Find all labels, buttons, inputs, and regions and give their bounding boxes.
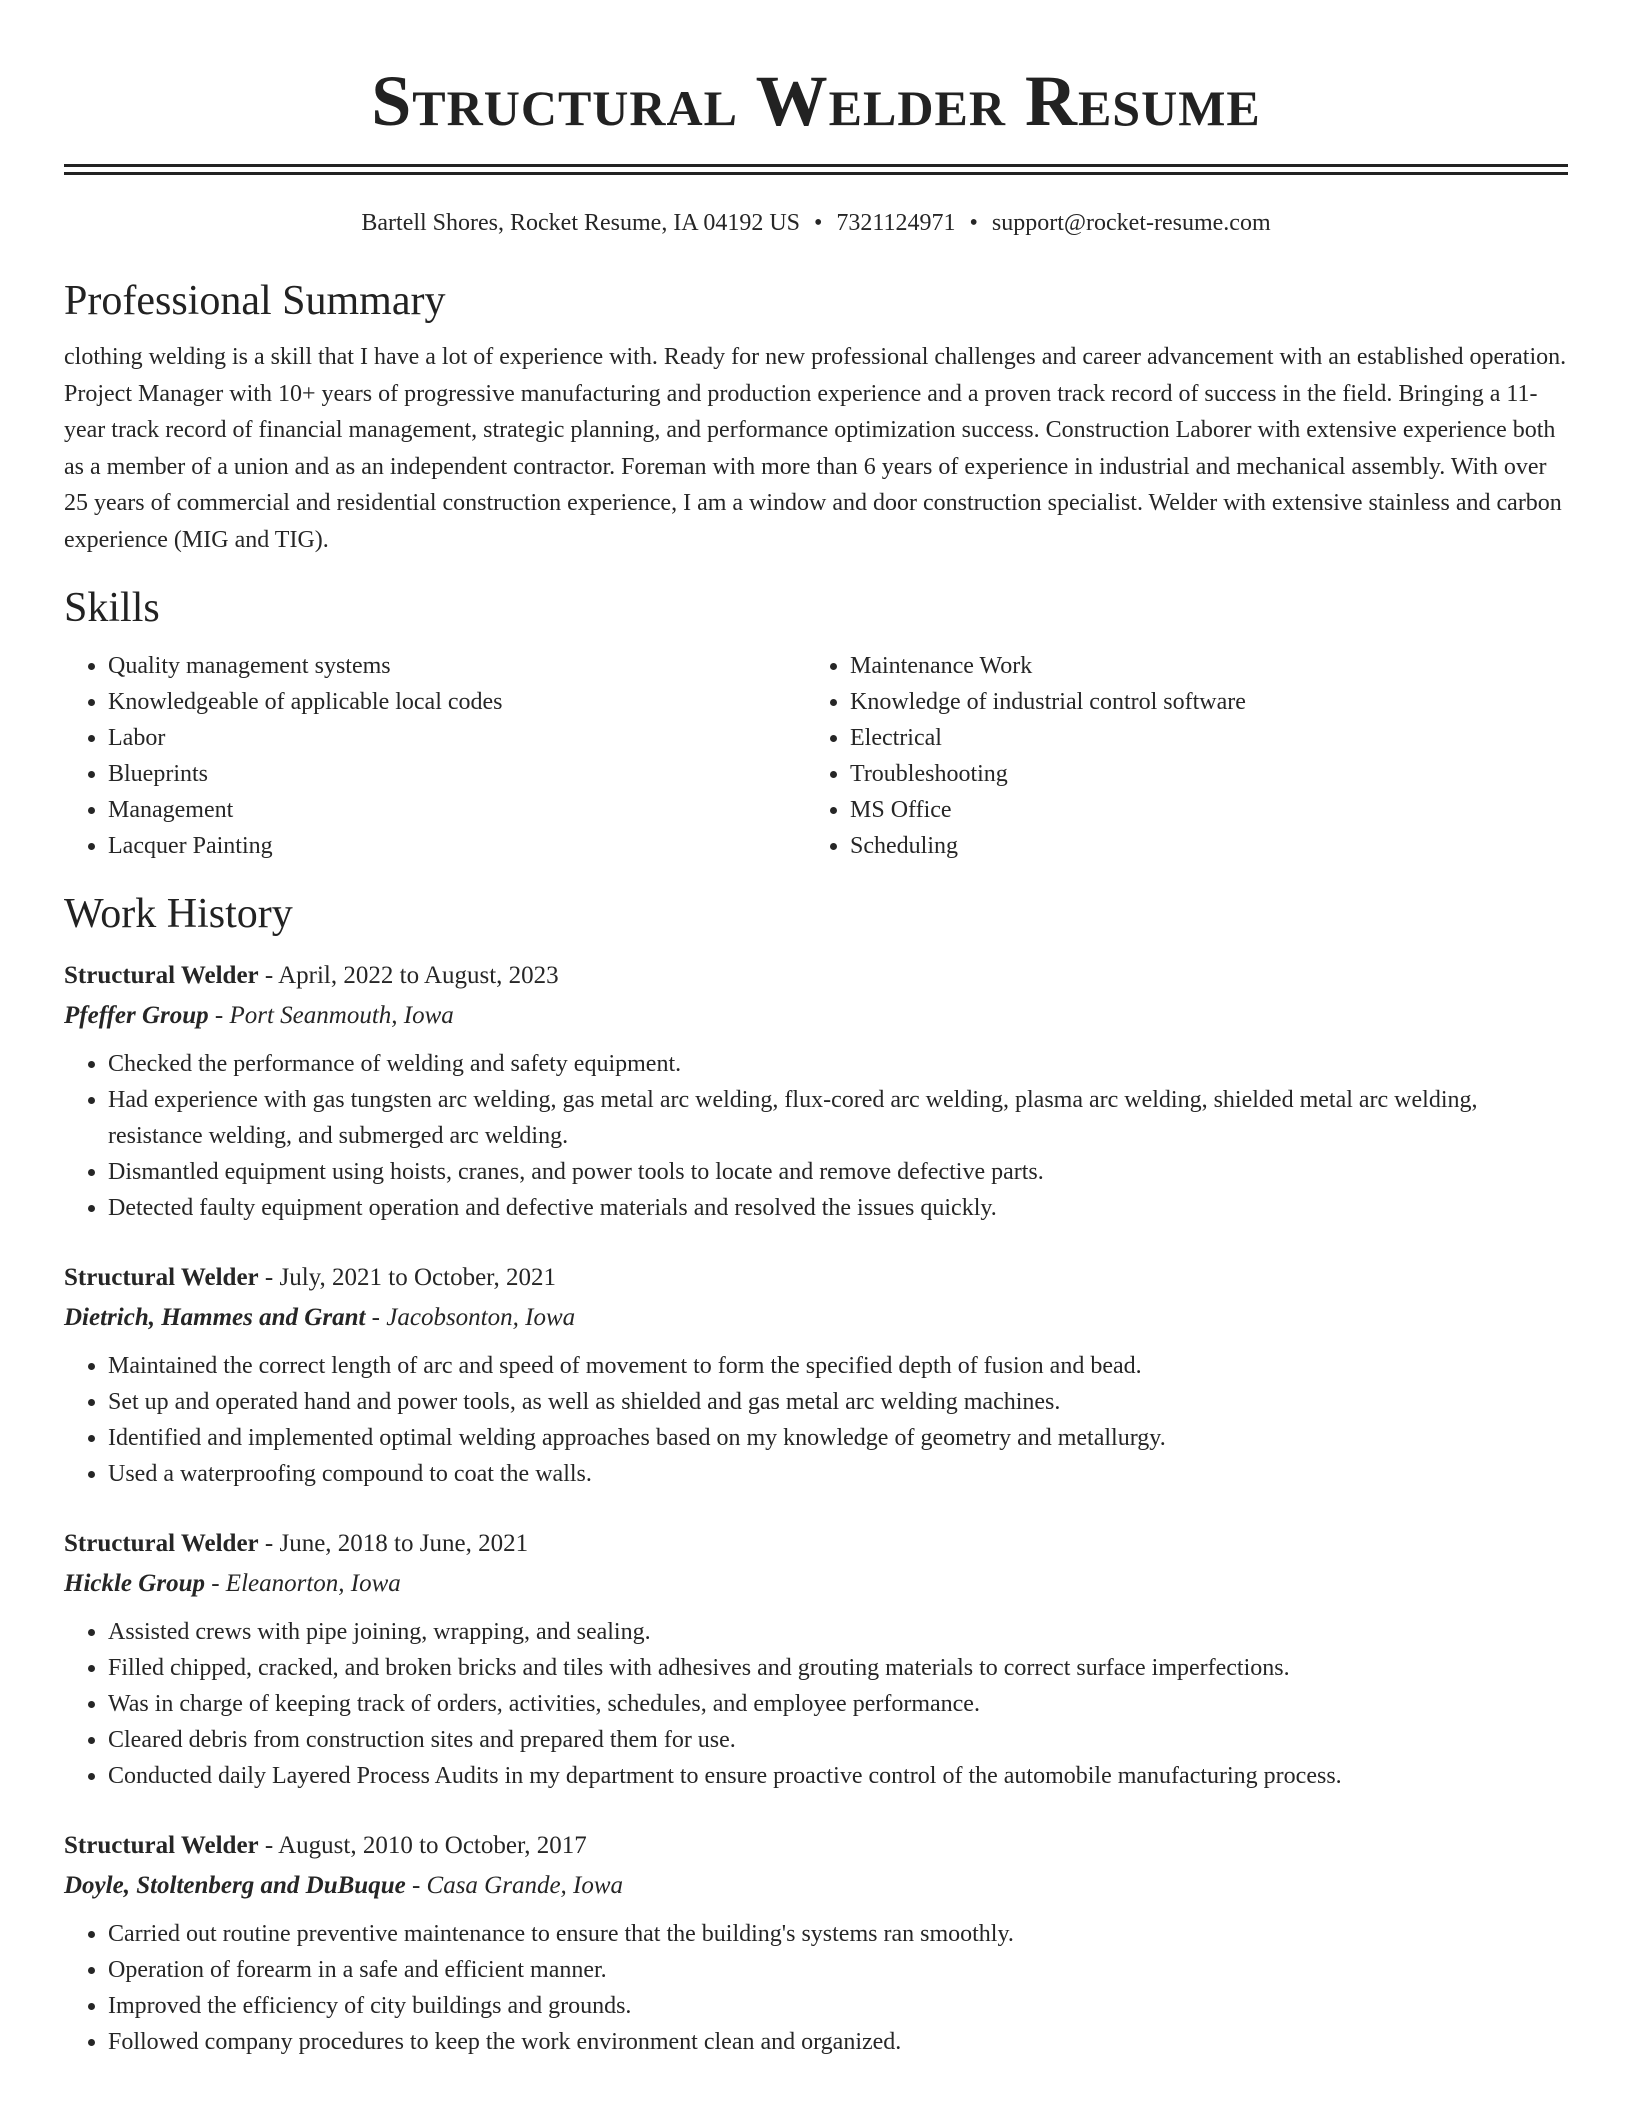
job-bullet: • Cleared debris from construction sites and prepared them for use. (108, 1722, 1568, 1758)
job-dates: - June, 2018 to June, 2021 (258, 1530, 529, 1557)
skill-item: • Knowledgeable of applicable local codes (108, 684, 806, 720)
job-bullet: • Assisted crews with pipe joining, wrapping, and sealing. (108, 1614, 1568, 1650)
job-bullet: • Improved the efficiency of city buildings and grounds. (108, 1988, 1568, 2024)
job-location: - Casa Grande, Iowa (405, 1872, 624, 1899)
job-bullet: • Had experience with gas tungsten arc welding, gas metal arc welding, flux-cored arc welding, plasma arc welding, shielded metal arc welding, resistance welding, and submerged arc welding. (108, 1082, 1568, 1154)
job-title-line (64, 1826, 1568, 1866)
job-company-line (64, 996, 1568, 1036)
job-bullet: • Carried out routine preventive maintenance to ensure that the building's systems ran smoothly. (108, 1916, 1568, 1952)
job-bullet: • Maintained the correct length of arc and speed of movement to form the specified depth of fusion and bead. (108, 1348, 1568, 1384)
job-bullet: • Checked the performance of welding and safety equipment. (108, 1046, 1568, 1082)
job-dates: - April, 2022 to August, 2023 (258, 962, 559, 989)
contact-line (64, 207, 1568, 239)
skill-item: • Management (108, 792, 806, 828)
job-dates: - August, 2010 to October, 2017 (258, 1832, 587, 1859)
job-bullets (64, 1348, 1568, 1492)
job-location: - Port Seanmouth, Iowa (208, 1002, 454, 1029)
skills-list-left (64, 648, 806, 864)
job-entry (64, 1826, 1568, 2060)
job-company: Pfeffer Group (64, 1002, 209, 1029)
job-bullet: • Was in charge of keeping track of orders, activities, schedules, and employee performance. (108, 1686, 1568, 1722)
job-bullet: • Dismantled equipment using hoists, cranes, and power tools to locate and remove defective parts. (108, 1154, 1568, 1190)
job-bullets (64, 1614, 1568, 1794)
skill-item: • Troubleshooting (850, 756, 1548, 792)
contact-separator: • (969, 210, 978, 236)
work-history-list (64, 956, 1568, 2060)
skill-item: • Quality management systems (108, 648, 806, 684)
job-location: - Eleanorton, Iowa (204, 1570, 401, 1597)
job-bullets (64, 1046, 1568, 1226)
job-bullet: • Filled chipped, cracked, and broken bricks and tiles with adhesives and grouting materials to correct surface imperfections. (108, 1650, 1568, 1686)
job-bullet: • Used a waterproofing compound to coat the walls. (108, 1456, 1568, 1492)
job-title-line (64, 1258, 1568, 1298)
job-location: - Jacobsonton, Iowa (365, 1304, 576, 1331)
job-entry (64, 1524, 1568, 1794)
job-bullet: • Identified and implemented optimal welding approaches based on my knowledge of geometry and metallurgy. (108, 1420, 1568, 1456)
skill-item: • Knowledge of industrial control software (850, 684, 1548, 720)
job-company: Doyle, Stoltenberg and DuBuque (64, 1872, 406, 1899)
job-title-line (64, 956, 1568, 996)
job-title-line (64, 1524, 1568, 1564)
job-company: Dietrich, Hammes and Grant (64, 1304, 366, 1331)
resume-title: Structural Welder Resume (371, 61, 1261, 141)
skills-columns (64, 648, 1568, 864)
skill-item: • Lacquer Painting (108, 828, 806, 864)
contact-email: support@rocket-resume.com (991, 210, 1271, 236)
job-bullet: • Conducted daily Layered Process Audits in my department to ensure proactive control of the automobile manufacturing process. (108, 1758, 1568, 1794)
title-double-rule (64, 164, 1568, 175)
job-company-line (64, 1298, 1568, 1338)
job-title: Structural Welder (64, 1832, 259, 1859)
contact-address: Bartell Shores, Rocket Resume, IA 04192 US (361, 210, 800, 236)
skill-item: • Electrical (850, 720, 1548, 756)
work-history-heading: Work History (64, 891, 293, 937)
job-dates: - July, 2021 to October, 2021 (258, 1264, 556, 1291)
skills-heading: Skills (64, 585, 160, 631)
skills-list-right (806, 648, 1548, 864)
job-bullet: • Set up and operated hand and power tools, as well as shielded and gas metal arc welding machines. (108, 1384, 1568, 1420)
job-entry (64, 956, 1568, 1226)
skill-item: • Labor (108, 720, 806, 756)
job-bullet: • Operation of forearm in a safe and efficient manner. (108, 1952, 1568, 1988)
summary-heading: Professional Summary (64, 278, 446, 324)
job-title: Structural Welder (64, 1264, 259, 1291)
job-company: Hickle Group (64, 1570, 205, 1597)
job-bullet: • Followed company procedures to keep the work environment clean and organized. (108, 2024, 1568, 2060)
job-company-line (64, 1564, 1568, 1604)
job-bullet: • Detected faulty equipment operation and defective materials and resolved the issues quickly. (108, 1190, 1568, 1226)
summary-text: clothing welding is a skill that I have a lot of experience with. Ready for new professional challenges and career advancement with an established operation. Project Manager with 10+ years of progressive manufacturing and production experience and a proven track record of success in the field. Bringing a 11-year track record of financial management, strategic planning, and performance optimization success. Construction Laborer with extensive experience both as a member of a union and as an independent contractor. Foreman with more than 6 years of experience in industrial and mechanical assembly. With over 25 years of commercial and residential construction experience, I am a window and door construction specialist. Welder with extensive stainless and carbon experience (MIG and TIG). (64, 344, 1567, 553)
skill-item: • Maintenance Work (850, 648, 1548, 684)
job-bullets (64, 1916, 1568, 2060)
skill-item: • Scheduling (850, 828, 1548, 864)
skill-item: • MS Office (850, 792, 1548, 828)
job-title: Structural Welder (64, 962, 259, 989)
job-title: Structural Welder (64, 1530, 259, 1557)
contact-phone: 7321124971 (836, 210, 956, 236)
job-entry (64, 1258, 1568, 1492)
job-company-line (64, 1866, 1568, 1906)
skill-item: • Blueprints (108, 756, 806, 792)
contact-separator: • (814, 210, 823, 236)
